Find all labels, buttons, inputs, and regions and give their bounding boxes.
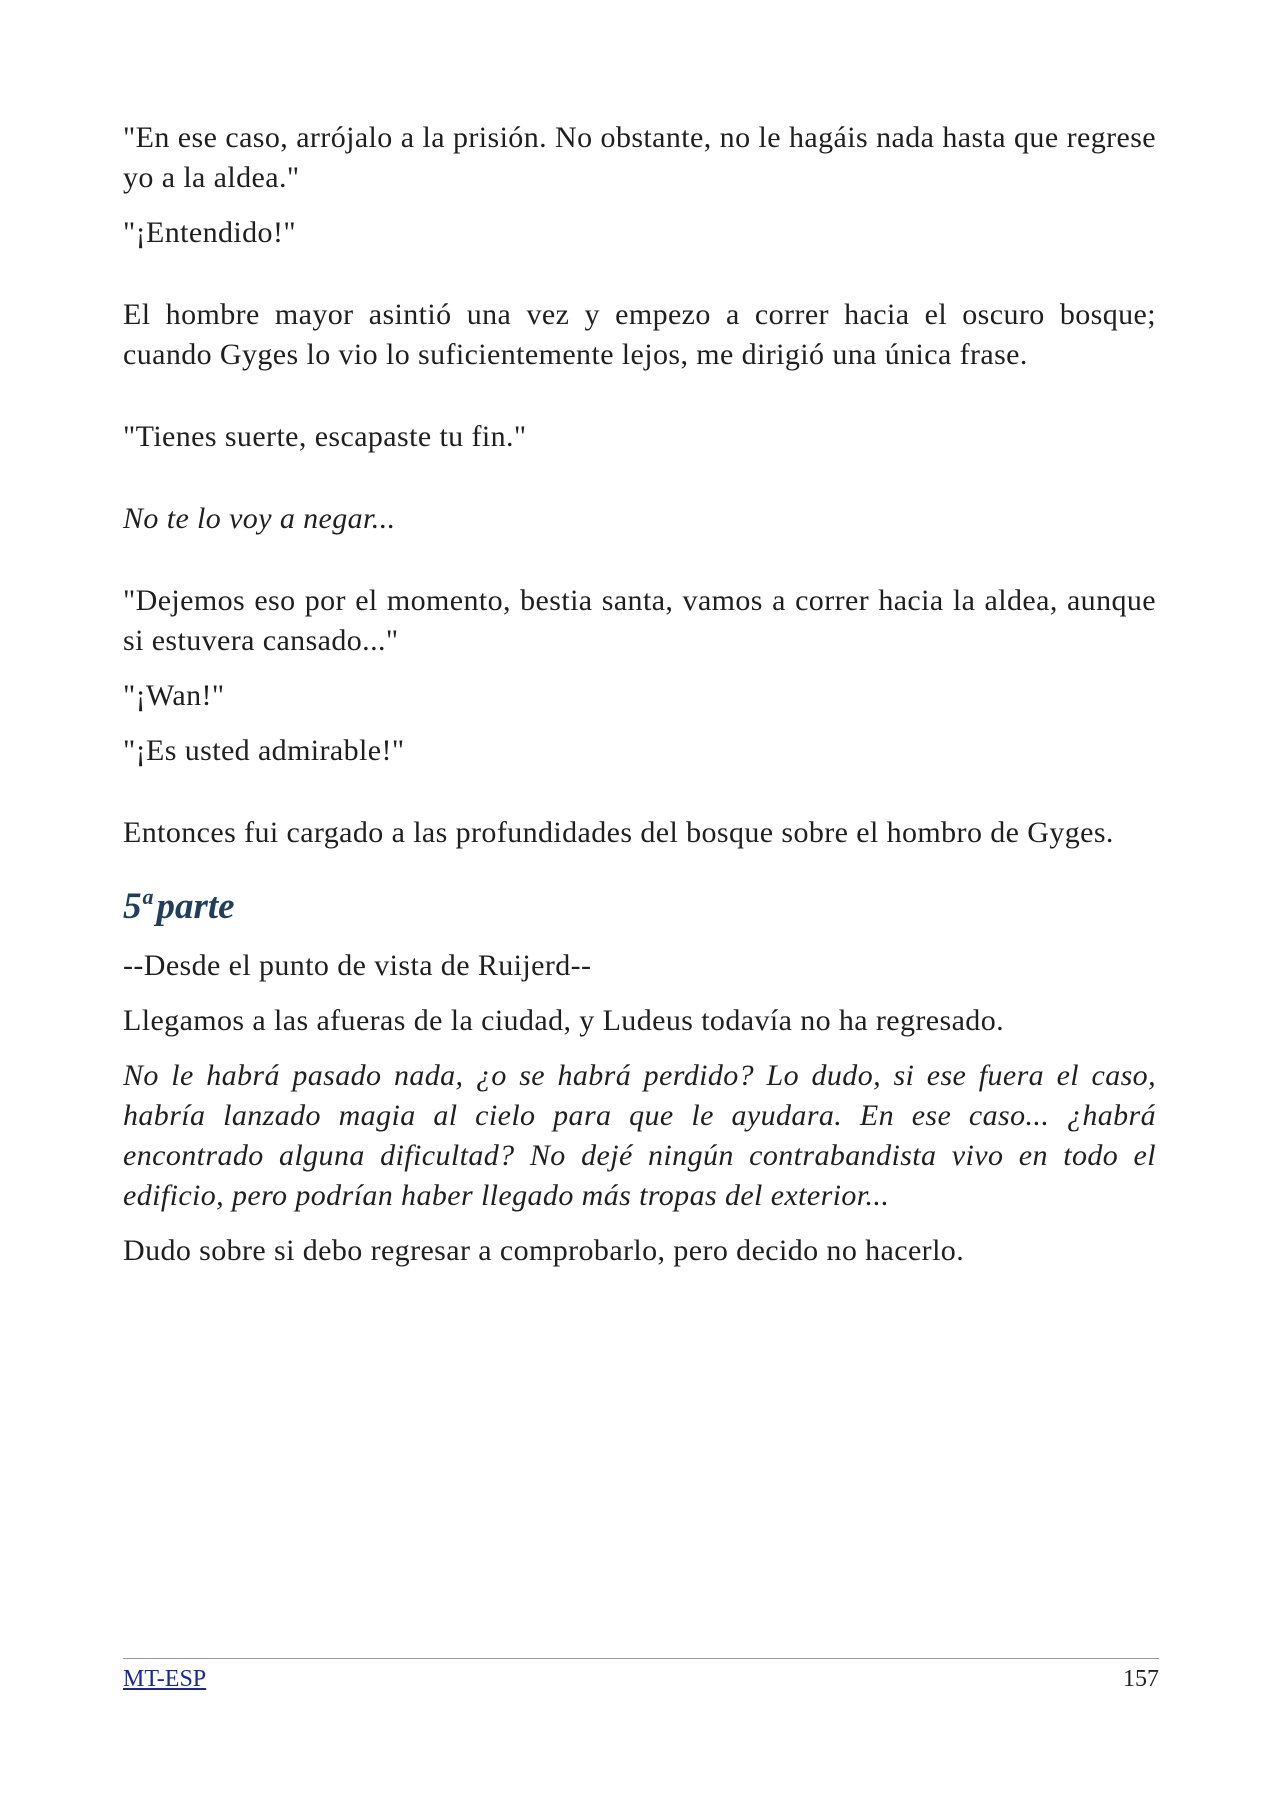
section-heading <box>123 883 1156 931</box>
section-title: parte <box>156 886 235 927</box>
paragraph: Entonces fui cargado a las profundidades del bosque sobre el hombro de Gyges. <box>123 816 1114 849</box>
italic-thought: No le habrá pasado nada, ¿o se habrá perdido? Lo dudo, si ese fuera el caso, habría lanzado magia al cielo para que le ayudara. En ese caso... ¿habrá encontrado alguna dificultad? No dejé ningún contrabandista vivo en todo el edificio, pero podrían haber llegado más tropas del exterior... <box>123 1059 1156 1212</box>
paragraph: Dudo sobre si debo regresar a comprobarlo, pero decido no hacerlo. <box>123 1234 965 1267</box>
paragraph: Llegamos a las afueras de la ciudad, y Ludeus todavía no ha regresado. <box>123 1004 1005 1037</box>
paragraph: "Dejemos eso por el momento, bestia santa, vamos a correr hacia la aldea, aunque si estuvera cansado..." <box>123 584 1156 657</box>
italic-thought: No te lo voy a negar... <box>123 502 396 535</box>
section-ordinal: a <box>142 884 154 909</box>
page-content <box>123 118 1156 1271</box>
paragraph: "¡Wan!" <box>123 679 225 712</box>
paragraph: "¡Es usted admirable!" <box>123 734 405 767</box>
paragraph: "Tienes suerte, escapaste tu fin." <box>123 420 527 453</box>
page-footer <box>123 1658 1159 1693</box>
section-number: 5 <box>123 886 142 927</box>
paragraph: "¡Entendido!" <box>123 216 296 249</box>
footer-brand-link[interactable]: MT-ESP <box>123 1666 207 1692</box>
page-number: 157 <box>1123 1666 1159 1692</box>
paragraph: El hombre mayor asintió una vez y empezo a correr hacia el oscuro bosque; cuando Gyges lo vio lo suficientemente lejos, me dirigió una única frase. <box>123 298 1156 371</box>
paragraph: --Desde el punto de vista de Ruijerd-- <box>123 949 592 982</box>
paragraph: "En ese caso, arrójalo a la prisión. No obstante, no le hagáis nada hasta que regrese yo a la aldea." <box>123 121 1156 194</box>
